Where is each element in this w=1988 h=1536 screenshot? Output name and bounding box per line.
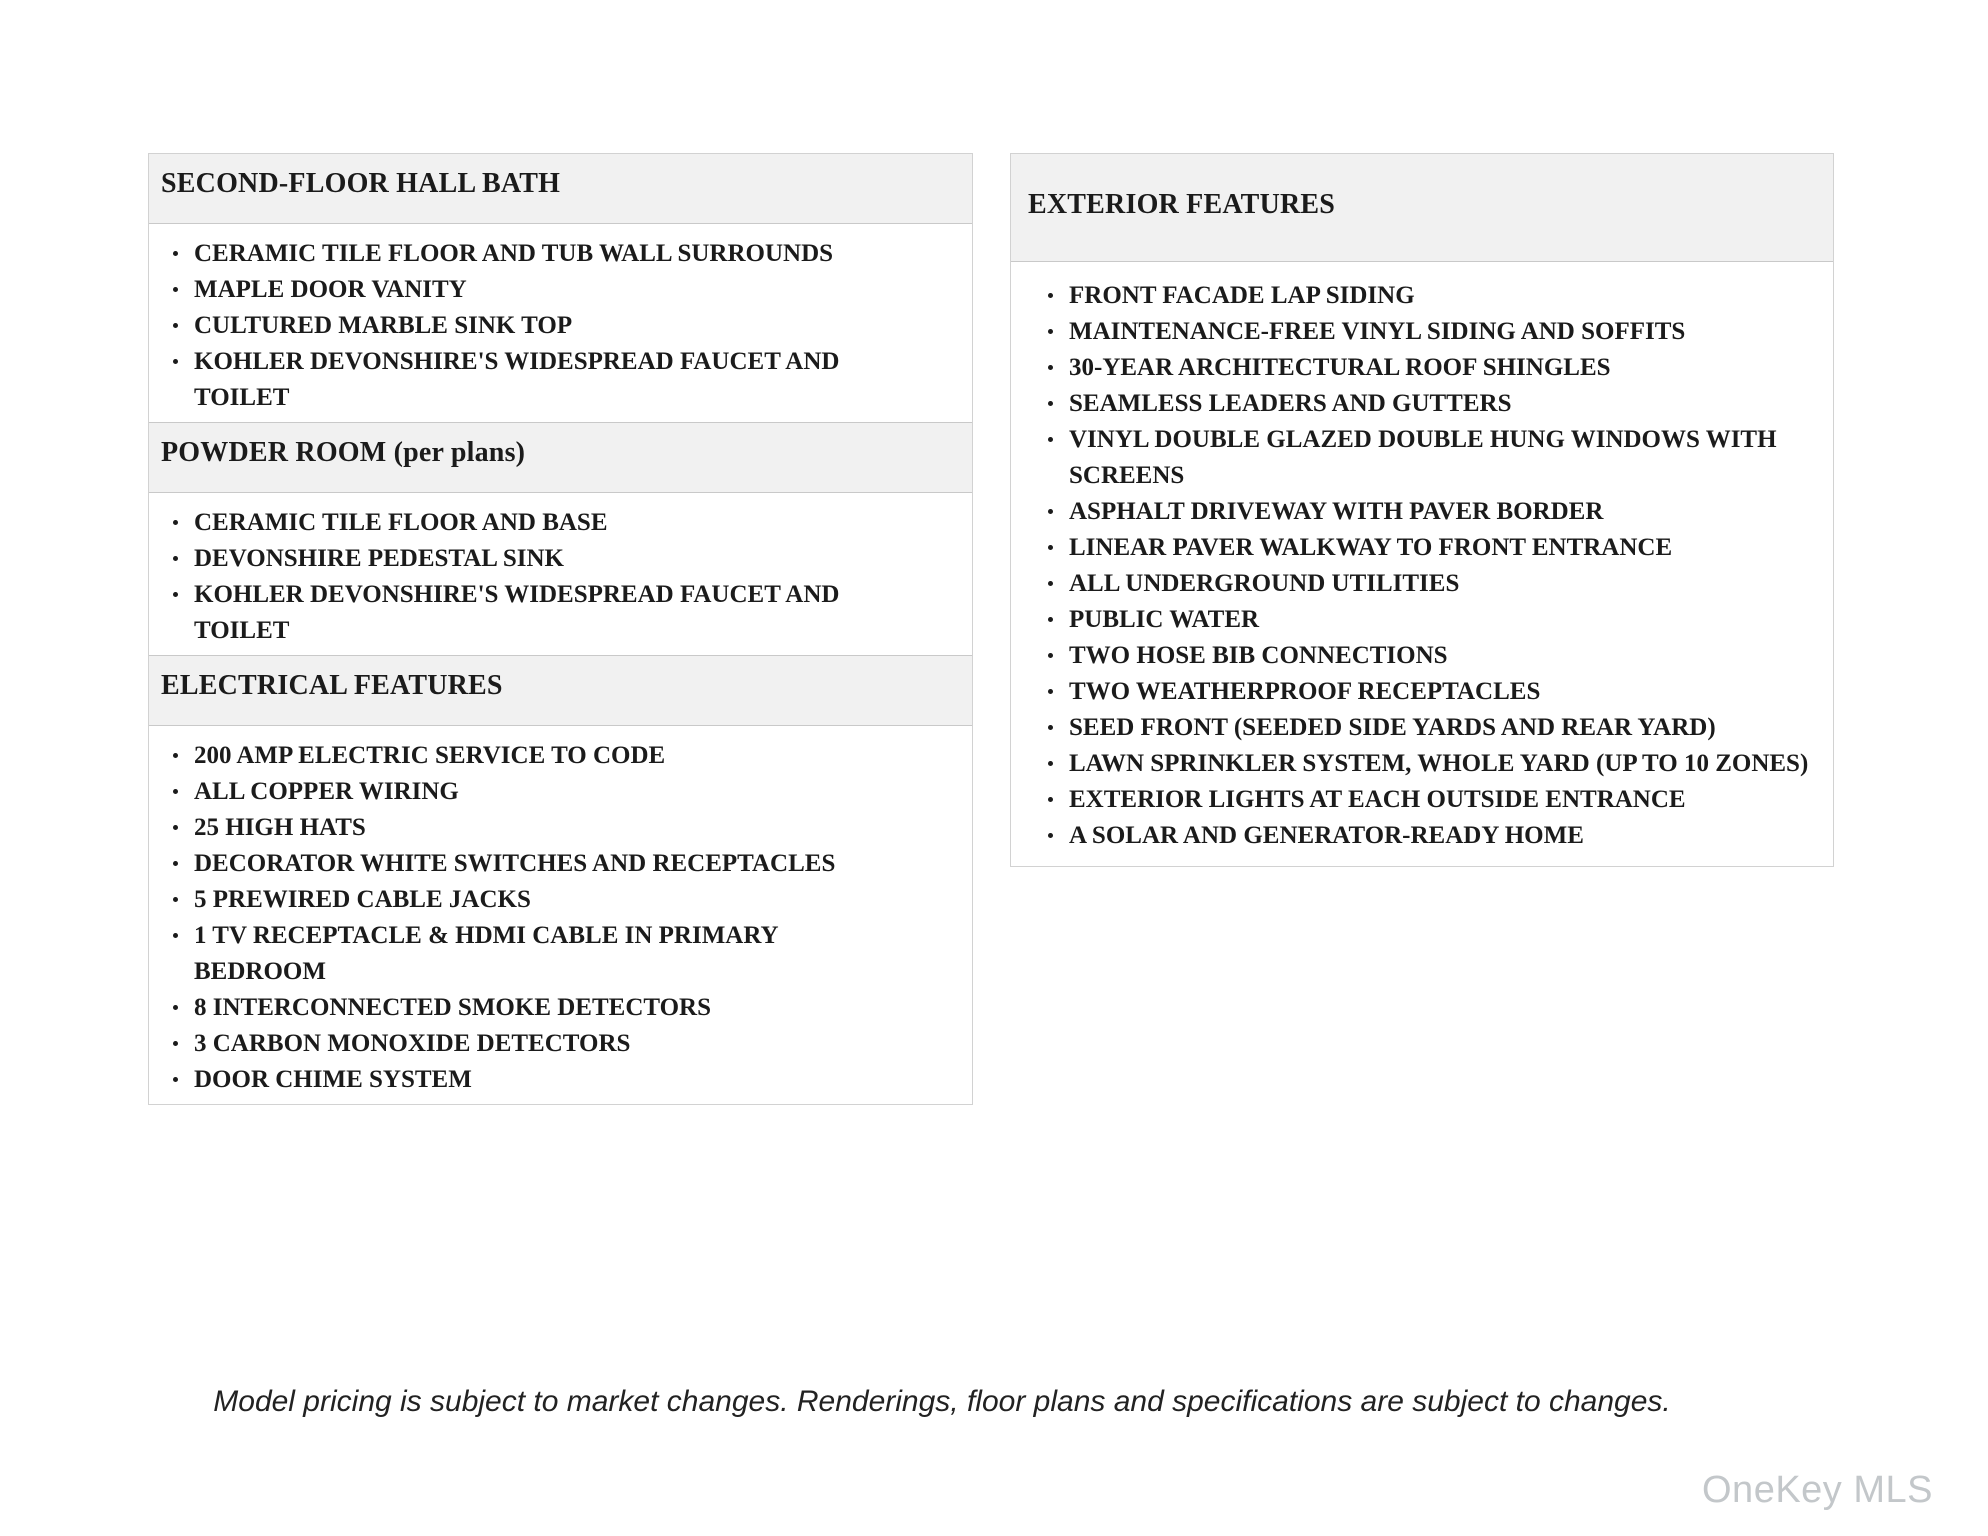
- feature-item: SEAMLESS LEADERS AND GUTTERS: [1069, 386, 1818, 422]
- feature-item: EXTERIOR LIGHTS AT EACH OUTSIDE ENTRANCE: [1069, 782, 1818, 818]
- feature-item: DOOR CHIME SYSTEM: [194, 1062, 912, 1098]
- feature-item: CULTURED MARBLE SINK TOP: [194, 308, 912, 344]
- feature-item: MAPLE DOOR VANITY: [194, 272, 912, 308]
- feature-item: KOHLER DEVONSHIRE'S WIDESPREAD FAUCET AND TOILET: [194, 344, 912, 416]
- left-feature-panel: [148, 153, 973, 1105]
- section-title: ELECTRICAL FEATURES: [161, 670, 503, 701]
- section-title: POWDER ROOM (per plans): [161, 437, 526, 468]
- feature-item: 25 HIGH HATS: [194, 810, 912, 846]
- feature-item: TWO HOSE BIB CONNECTIONS: [1069, 638, 1818, 674]
- feature-list-second-floor-hall-bath: [149, 224, 972, 422]
- feature-item: CERAMIC TILE FLOOR AND TUB WALL SURROUNDS: [194, 236, 912, 272]
- feature-item: ALL UNDERGROUND UTILITIES: [1069, 566, 1818, 602]
- section-header-powder-room: [149, 422, 972, 493]
- section-header-second-floor-hall-bath: [149, 154, 972, 224]
- section-header-electrical-features: [149, 655, 972, 726]
- feature-item: A SOLAR AND GENERATOR-READY HOME: [1069, 818, 1818, 854]
- section-header-exterior-features: [1011, 154, 1833, 262]
- feature-item: DECORATOR WHITE SWITCHES AND RECEPTACLES: [194, 846, 912, 882]
- disclaimer-text: Model pricing is subject to market changes. Renderings, floor plans and specifications are subject to changes.: [213, 1385, 1671, 1418]
- section-title: EXTERIOR FEATURES: [1028, 189, 1336, 220]
- feature-item: KOHLER DEVONSHIRE'S WIDESPREAD FAUCET AND TOILET: [194, 577, 912, 649]
- section-title: SECOND-FLOOR HALL BATH: [161, 168, 561, 199]
- feature-item: PUBLIC WATER: [1069, 602, 1818, 638]
- feature-list-exterior-features: [1011, 262, 1833, 866]
- feature-item: LINEAR PAVER WALKWAY TO FRONT ENTRANCE: [1069, 530, 1818, 566]
- feature-item: 30-YEAR ARCHITECTURAL ROOF SHINGLES: [1069, 350, 1818, 386]
- feature-list-powder-room: [149, 493, 972, 655]
- feature-item: 8 INTERCONNECTED SMOKE DETECTORS: [194, 990, 912, 1026]
- feature-item: ALL COPPER WIRING: [194, 774, 912, 810]
- feature-item: 1 TV RECEPTACLE & HDMI CABLE IN PRIMARY BEDROOM: [194, 918, 912, 990]
- feature-item: CERAMIC TILE FLOOR AND BASE: [194, 505, 912, 541]
- feature-item: LAWN SPRINKLER SYSTEM, WHOLE YARD (UP TO 10 ZONES): [1069, 746, 1818, 782]
- feature-item: DEVONSHIRE PEDESTAL SINK: [194, 541, 912, 577]
- feature-item: MAINTENANCE-FREE VINYL SIDING AND SOFFITS: [1069, 314, 1818, 350]
- feature-list-electrical-features: [149, 726, 972, 1104]
- feature-item: VINYL DOUBLE GLAZED DOUBLE HUNG WINDOWS WITH SCREENS: [1069, 422, 1818, 494]
- feature-item: TWO WEATHERPROOF RECEPTACLES: [1069, 674, 1818, 710]
- feature-item: SEED FRONT (SEEDED SIDE YARDS AND REAR YARD): [1069, 710, 1818, 746]
- right-feature-panel: [1010, 153, 1834, 867]
- feature-item: 5 PREWIRED CABLE JACKS: [194, 882, 912, 918]
- feature-item: FRONT FACADE LAP SIDING: [1069, 278, 1818, 314]
- feature-item: ASPHALT DRIVEWAY WITH PAVER BORDER: [1069, 494, 1818, 530]
- feature-item: 3 CARBON MONOXIDE DETECTORS: [194, 1026, 912, 1062]
- feature-item: 200 AMP ELECTRIC SERVICE TO CODE: [194, 738, 912, 774]
- onekey-mls-watermark: OneKey MLS: [1702, 1469, 1933, 1511]
